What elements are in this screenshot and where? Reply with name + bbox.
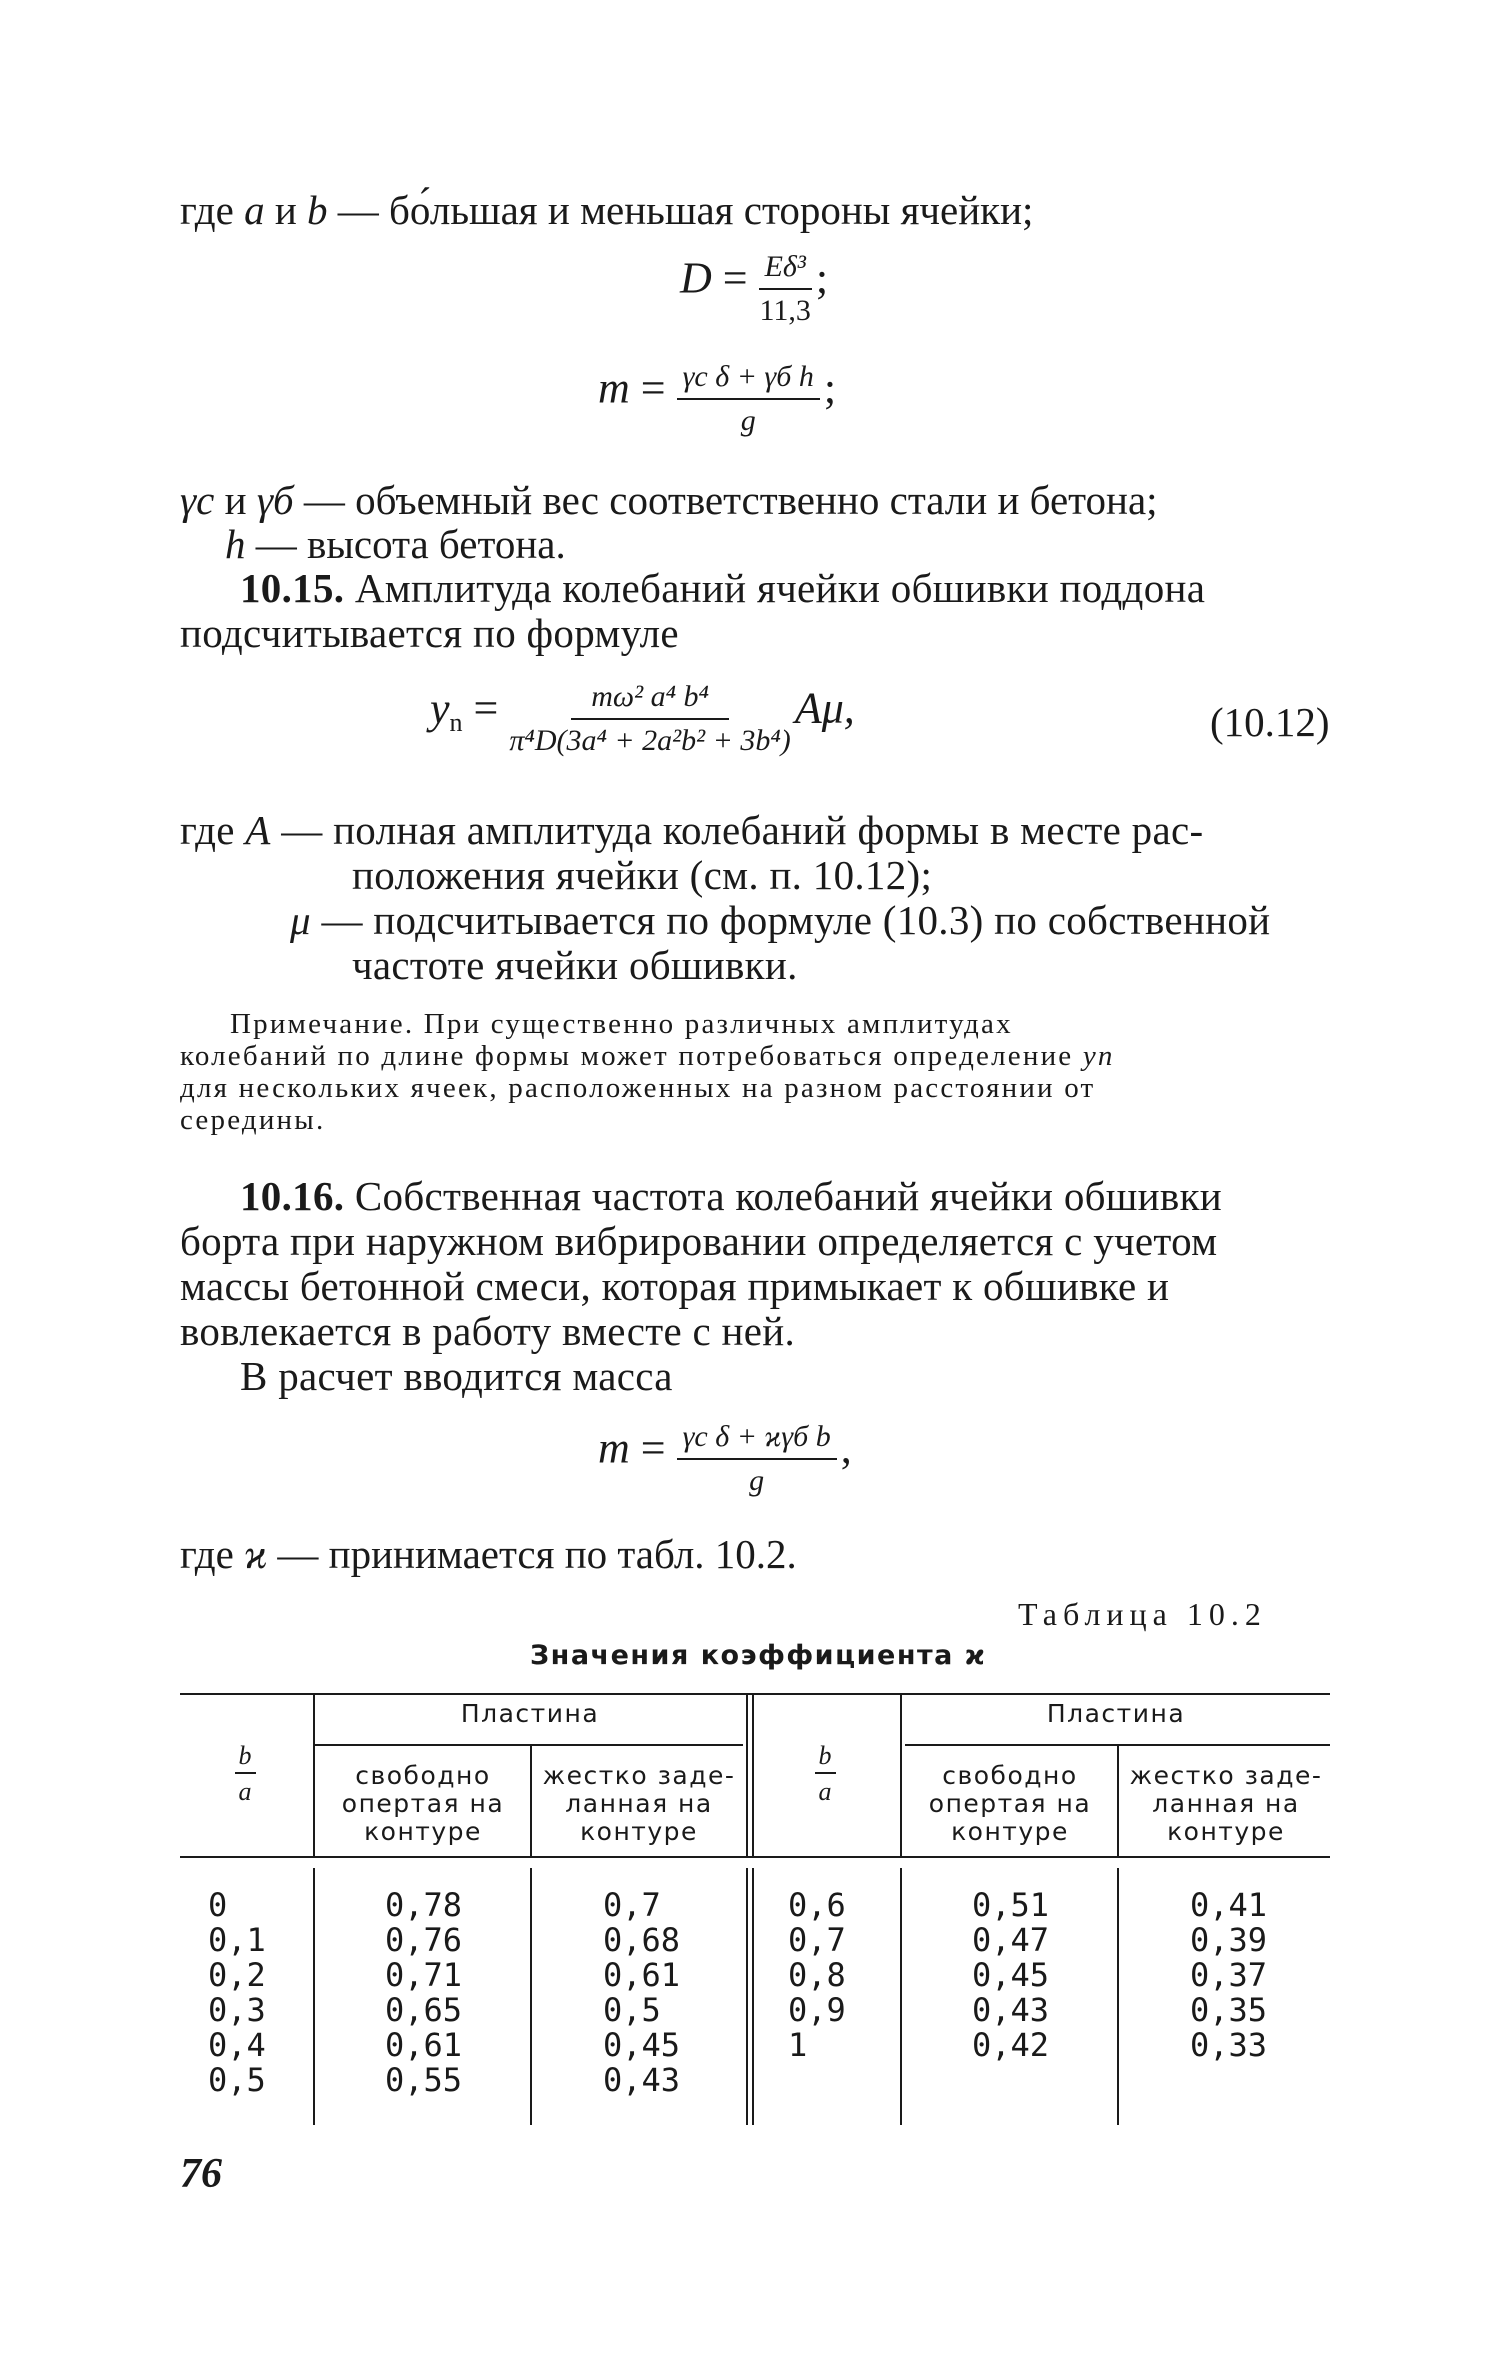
- table-cell: 0,43: [603, 2061, 681, 2099]
- table-cell: 0,65: [385, 1991, 463, 2029]
- formula-m-1: m = $\frac{\text{γс δ + γб h}}{g}$ ;: [598, 360, 837, 437]
- note-line3: для нескольких ячеек, расположенных на разном расстоянии от: [180, 1072, 1096, 1104]
- section-10-16-line4: вовлекается в работу вместе с ней.: [180, 1308, 796, 1354]
- header-plate-left: Пластина: [460, 1699, 600, 1728]
- header-free-right: свободно опертая на контуре: [928, 1761, 1092, 1846]
- table-cell: 0: [208, 1886, 228, 1924]
- table-cell: 0,2: [208, 1956, 266, 1994]
- header-ratio-left: $\frac{b}{a}$: [215, 1742, 275, 1806]
- table-cell: 0,9: [788, 1991, 846, 2029]
- equation-number: (10.12): [1210, 699, 1330, 745]
- section-10-16-line5: В расчет вводится масса: [240, 1353, 673, 1399]
- section-10-16-line2: борта при наружном вибрировании определяется с учетом: [180, 1218, 1218, 1264]
- section-10-16-line1: 10.16. Собственная частота колебаний ячейки обшивки: [240, 1173, 1223, 1219]
- header-plate-right: Пластина: [1046, 1699, 1186, 1728]
- table-cell: 0,71: [385, 1956, 463, 1994]
- table-cell: 0,42: [972, 2026, 1050, 2064]
- table-cell: 0,61: [385, 2026, 463, 2064]
- table-cell: 0,41: [1190, 1886, 1268, 1924]
- column-right-free: [972, 1888, 1092, 2063]
- table-cell: 0,1: [208, 1921, 266, 1959]
- column-left-free: [385, 1888, 505, 2098]
- table-cell: 0,8: [788, 1956, 846, 1994]
- table-cell: 0,3: [208, 1991, 266, 2029]
- vrule: [752, 1695, 754, 1856]
- gamma-definition: γс и γб — объемный вес соответственно стали и бетона;: [180, 477, 1158, 523]
- where-A-line1: где A — полная амплитуда колебаний формы в месте рас-: [180, 807, 1204, 853]
- table-cell: 0,5: [208, 2061, 266, 2099]
- column-left-ratio: [208, 1888, 288, 2098]
- table-label: Таблица 10.2: [1018, 1596, 1267, 1632]
- formula-m-2: m = $\frac{\text{γс δ + ϰγб b}}{g}$ ,: [598, 1420, 852, 1497]
- section-10-15-line2: подсчитывается по формуле: [180, 610, 679, 656]
- header-bottom-rule: [180, 1856, 1330, 1858]
- vrule: [752, 1868, 754, 2125]
- h-definition: h — высота бетона.: [225, 521, 566, 567]
- table-cell: 0,78: [385, 1886, 463, 1924]
- table-cell: 0,45: [603, 2026, 681, 2064]
- table-cell: 0,35: [1190, 1991, 1268, 2029]
- section-10-15-line1: 10.15. Амплитуда колебаний ячейки обшивки поддона: [240, 565, 1206, 611]
- note-line1: Примечание. При существенно различных амплитудах: [230, 1008, 1013, 1040]
- table-cell: 0,55: [385, 2061, 463, 2099]
- header-fixed-left: жестко заде- ланная на контуре: [542, 1761, 736, 1846]
- table-cell: 0,4: [208, 2026, 266, 2064]
- table-cell: 1: [788, 2026, 808, 2064]
- table-cell: 0,47: [972, 1921, 1050, 1959]
- where-mu-line1: μ — подсчитывается по формуле (10.3) по собственной: [290, 897, 1271, 943]
- where-kappa: где ϰ — принимается по табл. 10.2.: [180, 1531, 797, 1577]
- column-right-ratio: [788, 1888, 868, 2063]
- table-cell: 0,7: [603, 1886, 661, 1924]
- page-number: 76: [180, 2151, 222, 2197]
- vrule: [530, 1744, 532, 1856]
- vrule: [1117, 1744, 1119, 1856]
- vrule: [900, 1868, 902, 2125]
- table-cell: 0,43: [972, 1991, 1050, 2029]
- vrule: [746, 1695, 748, 1856]
- table-cell: 0,33: [1190, 2026, 1268, 2064]
- table-cell: 0,7: [788, 1921, 846, 1959]
- where-A-line2: положения ячейки (см. п. 10.12);: [352, 852, 933, 898]
- vrule: [530, 1868, 532, 2125]
- column-left-fixed: [603, 1888, 723, 2098]
- table-cell: 0,45: [972, 1956, 1050, 1994]
- header-fixed-right: жестко заде- ланная на контуре: [1129, 1761, 1323, 1846]
- note-line4: середины.: [180, 1104, 326, 1136]
- where-mu-line2: частоте ячейки обшивки.: [352, 942, 798, 988]
- column-right-fixed: [1190, 1888, 1310, 2063]
- table-cell: 0,6: [788, 1886, 846, 1924]
- formula-D: D = $\frac{\text{Eδ³}}{11,3}$ ;: [680, 250, 829, 327]
- table-cell: 0,76: [385, 1921, 463, 1959]
- note-line2: колебаний по длине формы может потребоваться определение yn: [180, 1040, 1115, 1072]
- table-cell: 0,61: [603, 1956, 681, 1994]
- vrule: [313, 1868, 315, 2125]
- table-cell: 0,37: [1190, 1956, 1268, 1994]
- intro-line: где a и b — бо́льшая и меньшая стороны ячейки;: [180, 187, 1034, 233]
- vrule: [1117, 1868, 1119, 2125]
- table-top-rule: [180, 1693, 1330, 1695]
- section-10-16-line3: массы бетонной смеси, которая примыкает к обшивке и: [180, 1263, 1170, 1309]
- table-cell: 0,5: [603, 1991, 661, 2029]
- table-title: Значения коэффициента ϰ: [530, 1640, 987, 1671]
- table-cell: 0,68: [603, 1921, 681, 1959]
- table-cell: 0,39: [1190, 1921, 1268, 1959]
- header-mid-rule-left: [315, 1744, 743, 1746]
- header-free-left: свободно опертая на контуре: [341, 1761, 505, 1846]
- formula-yn: $y_n$ = $\frac{\text{mω² a⁴ b⁴}}{\text{π⁴D(3a⁴ + 2a²b² + 3b⁴)}}$ Aμ,: [430, 680, 855, 757]
- vrule: [746, 1868, 748, 2125]
- header-ratio-right: $\frac{b}{a}$: [795, 1742, 855, 1806]
- table-cell: 0,51: [972, 1886, 1050, 1924]
